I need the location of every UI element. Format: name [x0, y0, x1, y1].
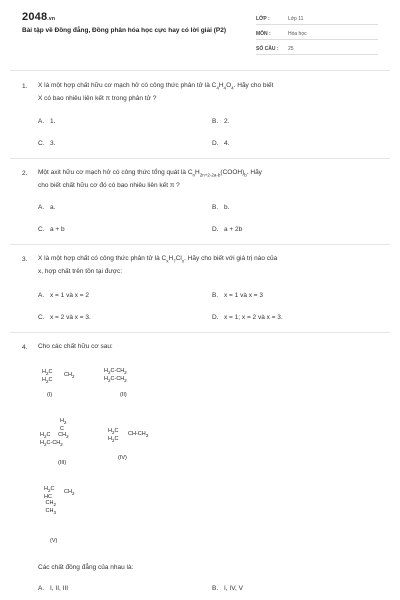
question-prompt: Các chất đồng đẳng của nhau là: — [38, 564, 134, 571]
structure-label: (II) — [120, 392, 127, 398]
meta-grade: LỚP : Lớp 11 — [256, 14, 378, 25]
structure-v-ch2: $CH_2$ — [64, 489, 75, 497]
structure-v: $H_2C$ HC $CH_2$ $CH_3$ — [44, 486, 56, 516]
question-number: 4. — [22, 344, 28, 351]
structure-iii: $H_2C$ $CH_2$ $H_2C-CH_2$ — [40, 432, 69, 448]
question-text: Cho các chất hữu cơ sau: — [38, 343, 113, 350]
page-title: Bài tập về Đồng đẳng, Đồng phân hóa học cực hay có lời giải (P2) — [22, 27, 226, 34]
structure-iv-chain: $CH-CH_3$ — [128, 431, 149, 439]
question-number: 3. — [22, 256, 28, 263]
answer-option[interactable]: B. I, IV, V — [212, 585, 243, 592]
structure-ii: $H_2C-CH_2$ $H_2C-CH_2$ — [104, 368, 127, 384]
question-number: 2. — [22, 170, 28, 177]
meta-question-count: SỐ CÂU : 25 — [256, 44, 378, 55]
question-text: X là một hợp chất hữu cơ mạch hở có công thức phân tử là $C_4H_4O_4$. Hãy cho biết X có bao nhiêu liên kết π trong phân tử ? — [38, 82, 274, 103]
answer-option[interactable]: A. a. — [38, 204, 56, 211]
structure-i-ch2: $CH_2$ — [64, 372, 75, 380]
question-text: X là một hợp chất có công thức phân tử là $C_xH_7Cl_x$. Hãy cho biết với giá trị nào của x, hợp chất trên tồn tại được: — [38, 255, 278, 276]
answer-option[interactable]: A. 1. — [38, 118, 56, 125]
brand-logo[interactable]: 2048.vn — [22, 11, 56, 23]
structure-iv: $H_2C$ $H_2C$ — [108, 428, 119, 444]
divider — [10, 70, 390, 71]
answer-option[interactable]: B. b. — [212, 204, 230, 211]
structure-label: (III) — [58, 460, 67, 466]
answer-option[interactable]: D. x = 1; x = 2 và x = 3. — [212, 314, 283, 321]
divider — [10, 332, 390, 333]
structure-label: (V) — [50, 538, 58, 544]
page-header — [0, 0, 400, 64]
answer-option[interactable]: D. a + 2b — [212, 226, 243, 233]
structure-i: $H_2C$ $H_2C$ — [42, 369, 53, 385]
answer-option[interactable]: D. 4. — [212, 140, 230, 147]
answer-option[interactable]: C. a + b — [38, 226, 65, 233]
question-number: 1. — [22, 83, 28, 90]
answer-option[interactable]: B. x = 1 và x = 3 — [212, 292, 264, 299]
divider — [10, 158, 390, 159]
divider — [10, 244, 390, 245]
answer-option[interactable]: C. 3. — [38, 140, 56, 147]
answer-option[interactable]: A. x = 1 và x = 2 — [38, 292, 90, 299]
structure-iii-top: $H_2$ C — [60, 418, 67, 433]
answer-option[interactable]: C. x = 2 và x = 3. — [38, 314, 91, 321]
structure-label: (I) — [47, 392, 53, 398]
answer-option[interactable]: B. 2. — [212, 118, 230, 125]
structure-label: (IV) — [118, 455, 127, 461]
meta-subject: MÔN : Hóa học — [256, 29, 378, 40]
question-text: Một axit hữu cơ mạch hở có công thức tổng quát là $C_nH_{2n+2-2a-b}(COOH)_b$. Hãy cho biết chất hữu cơ đó có bao nhiêu liên kết π ? — [38, 169, 262, 190]
answer-option[interactable]: A. I, II, III — [38, 585, 69, 592]
